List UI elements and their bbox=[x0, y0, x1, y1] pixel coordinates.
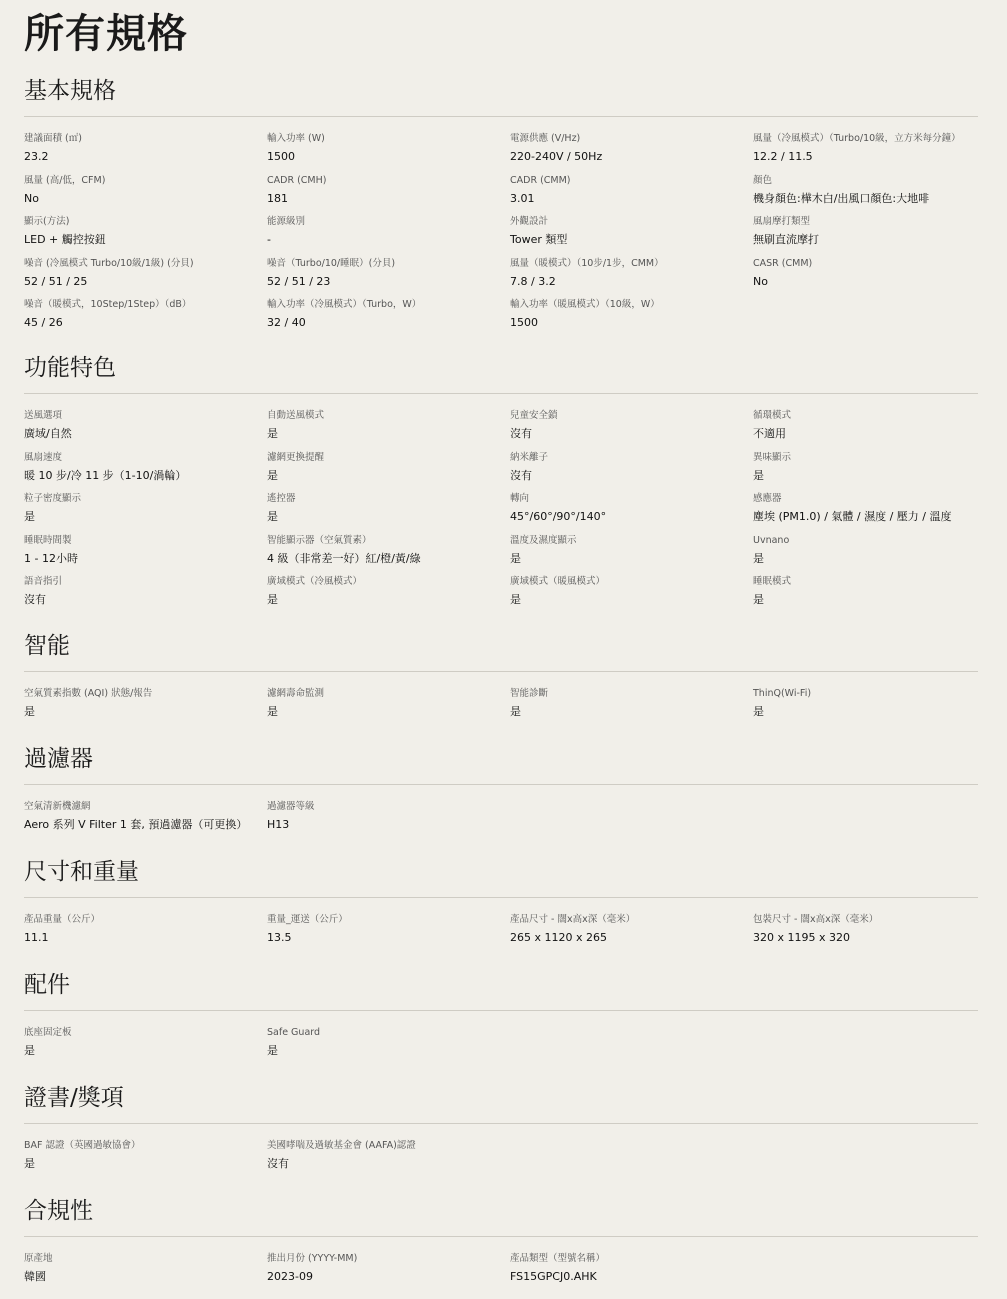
spec-label: 睡眠時間製 bbox=[24, 534, 72, 546]
spec-item bbox=[510, 687, 753, 729]
spec-value: 是 bbox=[510, 593, 521, 606]
spec-value: 7.8 / 3.2 bbox=[510, 274, 556, 288]
spec-label: 外觀設計 bbox=[510, 216, 549, 227]
spec-value: 23.2 bbox=[24, 150, 49, 163]
spec-label: BAF 認證（英國過敏協會） bbox=[24, 1140, 141, 1151]
section-title: 過濾器 bbox=[24, 746, 93, 772]
spec-value: 是 bbox=[510, 705, 521, 718]
spec-label: 納米離子 bbox=[510, 451, 549, 463]
spec-value: 是 bbox=[267, 427, 278, 440]
spec-label: CADR (CMH) bbox=[267, 174, 327, 186]
spec-value: 52 / 51 / 25 bbox=[24, 274, 88, 288]
section-title: 智能 bbox=[24, 633, 70, 659]
spec-item bbox=[24, 257, 267, 299]
spec-value: 是 bbox=[753, 551, 764, 565]
spec-label: 過濾器等級 bbox=[267, 801, 315, 812]
spec-label: 睡眠模式 bbox=[753, 576, 792, 587]
spec-value: 32 / 40 bbox=[267, 316, 306, 329]
spec-item bbox=[753, 451, 996, 493]
spec-item bbox=[753, 913, 996, 955]
spec-label: 顏色 bbox=[753, 174, 773, 186]
spec-value: 是 bbox=[24, 1157, 35, 1170]
spec-value: 沒有 bbox=[510, 468, 532, 482]
spec-label: 能源級別 bbox=[267, 216, 306, 227]
spec-label: 推出月份 (YYYY-MM) bbox=[267, 1253, 358, 1264]
spec-label: 廣域模式（暖風模式） bbox=[510, 576, 606, 587]
spec-item bbox=[24, 800, 267, 842]
spec-item bbox=[510, 174, 753, 216]
spec-label: 濾網更換提醒 bbox=[267, 451, 325, 463]
spec-item bbox=[753, 257, 996, 299]
spec-item bbox=[753, 534, 996, 576]
spec-value: 是 bbox=[267, 705, 278, 718]
spec-item bbox=[753, 174, 996, 216]
spec-label: 底座固定板 bbox=[24, 1027, 72, 1038]
section-title: 合規性 bbox=[24, 1198, 93, 1224]
spec-label: CASR (CMM) bbox=[753, 257, 813, 269]
section-divider bbox=[24, 897, 978, 898]
spec-item bbox=[510, 1252, 753, 1294]
spec-value: 12.2 / 11.5 bbox=[753, 150, 813, 163]
section-divider bbox=[24, 784, 978, 785]
spec-value: LED + 觸控按鈕 bbox=[24, 233, 106, 246]
spec-label: 電源供應 (V/Hz) bbox=[510, 133, 581, 144]
section-divider bbox=[24, 1010, 978, 1011]
spec-label: 空氣清新機濾網 bbox=[24, 801, 91, 812]
page-title: 所有規格 bbox=[24, 11, 188, 57]
spec-label: 噪音（暖模式，10Step/1Step）（dB） bbox=[24, 299, 192, 310]
spec-value: 181 bbox=[267, 191, 288, 205]
section-title: 配件 bbox=[24, 972, 70, 998]
spec-label: 溫度及濕度顯示 bbox=[510, 534, 577, 546]
spec-value: 廣域/自然 bbox=[24, 427, 72, 440]
spec-value: 不適用 bbox=[753, 427, 786, 440]
spec-item bbox=[753, 575, 996, 617]
spec-label: 風扇摩打類型 bbox=[753, 216, 811, 227]
spec-label: ThinQ(Wi-Fi) bbox=[753, 688, 812, 699]
spec-value: H13 bbox=[267, 818, 290, 831]
spec-item bbox=[267, 215, 510, 257]
spec-value: 暖 10 步/冷 11 步（1-10/渦輪） bbox=[24, 468, 187, 482]
spec-item bbox=[267, 298, 510, 340]
spec-label: 風量 (高/低，CFM) bbox=[24, 174, 106, 186]
spec-grid bbox=[24, 913, 1004, 955]
spec-value: 是 bbox=[267, 593, 278, 606]
spec-label: Uvnano bbox=[753, 534, 790, 546]
spec-item bbox=[267, 132, 510, 174]
spec-item bbox=[24, 687, 267, 729]
spec-item bbox=[510, 298, 753, 340]
spec-label: 空氣質素指數 (AQI) 狀態/報告 bbox=[24, 688, 153, 699]
spec-label: Safe Guard bbox=[267, 1027, 321, 1038]
spec-label: 智能診斷 bbox=[510, 688, 549, 699]
spec-item bbox=[24, 451, 267, 493]
spec-item bbox=[24, 1026, 267, 1068]
spec-item bbox=[24, 492, 267, 534]
spec-value: 是 bbox=[24, 510, 35, 523]
spec-value: Tower 類型 bbox=[510, 233, 568, 246]
spec-label: 建議面積 (㎡) bbox=[24, 133, 82, 144]
spec-label: 美國哮喘及過敏基金會 (AAFA)認證 bbox=[267, 1140, 416, 1151]
spec-item bbox=[510, 409, 753, 451]
spec-label: 感應器 bbox=[753, 493, 782, 504]
spec-label: 異味顯示 bbox=[753, 451, 792, 463]
spec-value: No bbox=[24, 191, 39, 205]
section-title: 尺寸和重量 bbox=[24, 859, 139, 885]
spec-item bbox=[510, 492, 753, 534]
spec-value: 1 - 12小時 bbox=[24, 551, 78, 565]
spec-grid bbox=[24, 800, 1004, 842]
spec-value: 52 / 51 / 23 bbox=[267, 274, 331, 288]
spec-value: 13.5 bbox=[267, 931, 292, 944]
spec-label: 智能顯示器（空氣質素） bbox=[267, 534, 372, 546]
spec-value: 4 級（非常差一好）紅/橙/黃/綠 bbox=[267, 551, 421, 565]
section-divider bbox=[24, 671, 978, 672]
spec-label: 風量（冷風模式）（Turbo/10級，立方米每分鐘） bbox=[753, 133, 961, 144]
spec-grid bbox=[24, 1026, 1004, 1068]
spec-grid bbox=[24, 1252, 1004, 1294]
spec-value: 1500 bbox=[267, 150, 295, 163]
spec-item bbox=[267, 174, 510, 216]
section-divider bbox=[24, 1123, 978, 1124]
spec-value: FS15GPCJ0.AHK bbox=[510, 1270, 597, 1283]
spec-value: 是 bbox=[267, 510, 278, 523]
section-title: 證書/獎項 bbox=[24, 1085, 124, 1111]
spec-label: 語音指引 bbox=[24, 576, 63, 587]
spec-item bbox=[267, 1252, 510, 1294]
spec-item bbox=[753, 492, 996, 534]
spec-grid bbox=[24, 1139, 1004, 1181]
spec-label: CADR (CMM) bbox=[510, 174, 571, 186]
spec-value: 沒有 bbox=[267, 1157, 289, 1170]
spec-item bbox=[267, 913, 510, 955]
spec-item bbox=[24, 132, 267, 174]
spec-item bbox=[24, 1252, 267, 1294]
spec-value: 韓國 bbox=[24, 1270, 46, 1283]
spec-value: 是 bbox=[753, 593, 764, 606]
spec-value: No bbox=[753, 274, 768, 288]
spec-value: 220-240V / 50Hz bbox=[510, 150, 603, 163]
spec-label: 轉向 bbox=[510, 493, 530, 504]
section-title: 功能特色 bbox=[24, 355, 116, 381]
spec-label: 自動送風模式 bbox=[267, 410, 325, 421]
spec-item bbox=[267, 534, 510, 576]
spec-value: 320 x 1195 x 320 bbox=[753, 931, 850, 944]
spec-item bbox=[24, 409, 267, 451]
spec-item bbox=[267, 1139, 510, 1181]
spec-value: 是 bbox=[510, 551, 521, 565]
spec-item bbox=[24, 534, 267, 576]
spec-label: 輸入功率（暖風模式）（10級，W） bbox=[510, 299, 660, 310]
spec-value: 是 bbox=[267, 468, 278, 482]
spec-item bbox=[510, 534, 753, 576]
spec-label: 循環模式 bbox=[753, 410, 792, 421]
spec-label: 產品重量（公斤） bbox=[24, 914, 101, 925]
spec-label: 兒童安全鎖 bbox=[510, 410, 558, 421]
spec-label: 遙控器 bbox=[267, 493, 296, 504]
spec-value: 塵埃 (PM1.0) / 氣體 / 濕度 / 壓力 / 溫度 bbox=[753, 510, 952, 523]
spec-item bbox=[267, 575, 510, 617]
spec-value: 3.01 bbox=[510, 191, 535, 205]
spec-item bbox=[753, 687, 996, 729]
spec-label: 風扇速度 bbox=[24, 451, 63, 463]
spec-item bbox=[510, 575, 753, 617]
spec-item bbox=[753, 215, 996, 257]
spec-value: 無刷直流摩打 bbox=[753, 233, 819, 246]
spec-label: 輸入功率 (W) bbox=[267, 133, 325, 144]
spec-item bbox=[24, 575, 267, 617]
spec-item bbox=[510, 132, 753, 174]
spec-value: 是 bbox=[24, 1044, 35, 1057]
spec-item bbox=[267, 687, 510, 729]
spec-value: 沒有 bbox=[24, 593, 46, 606]
spec-item bbox=[24, 1139, 267, 1181]
spec-value: 11.1 bbox=[24, 931, 49, 944]
spec-label: 重量_運送（公斤） bbox=[267, 914, 348, 925]
spec-item bbox=[24, 298, 267, 340]
spec-value: 機身顏色:樺木白/出風口顏色:大地啡 bbox=[753, 191, 930, 205]
spec-label: 粒子密度顯示 bbox=[24, 493, 82, 504]
spec-grid bbox=[24, 409, 1004, 617]
spec-label: 風量（暖模式）（10步/1步，CMM） bbox=[510, 257, 664, 269]
spec-value: 沒有 bbox=[510, 427, 532, 440]
spec-label: 噪音 (冷風模式 Turbo/10級/1級) (分貝) bbox=[24, 257, 194, 269]
spec-item bbox=[267, 257, 510, 299]
spec-value: 45°/60°/90°/140° bbox=[510, 510, 607, 523]
spec-grid bbox=[24, 687, 1004, 729]
spec-value: 45 / 26 bbox=[24, 316, 63, 329]
spec-item bbox=[24, 913, 267, 955]
spec-value: 265 x 1120 x 265 bbox=[510, 931, 607, 944]
spec-item bbox=[24, 215, 267, 257]
spec-value: 是 bbox=[24, 705, 35, 718]
section-divider bbox=[24, 116, 978, 117]
spec-value: 2023-09 bbox=[267, 1270, 313, 1283]
spec-item bbox=[267, 800, 510, 842]
spec-item bbox=[267, 492, 510, 534]
spec-item bbox=[510, 451, 753, 493]
spec-value: 是 bbox=[753, 705, 764, 718]
spec-item bbox=[267, 409, 510, 451]
spec-item bbox=[510, 215, 753, 257]
spec-item bbox=[24, 174, 267, 216]
spec-value: 1500 bbox=[510, 316, 538, 329]
spec-value: - bbox=[267, 233, 271, 246]
spec-item bbox=[267, 1026, 510, 1068]
spec-label: 包裝尺寸 - 闊x高x深（毫米） bbox=[753, 914, 879, 925]
spec-item bbox=[510, 913, 753, 955]
spec-label: 產品類型（型號名稱） bbox=[510, 1253, 606, 1264]
section-divider bbox=[24, 393, 978, 394]
spec-item bbox=[510, 257, 753, 299]
spec-item bbox=[753, 132, 996, 174]
spec-label: 送風選項 bbox=[24, 410, 63, 421]
spec-label: 輸入功率（冷風模式）（Turbo，W） bbox=[267, 299, 422, 310]
spec-label: 噪音（Turbo/10/睡眠）(分貝) bbox=[267, 257, 396, 269]
spec-value: Aero 系列 V Filter 1 套, 預過濾器（可更換） bbox=[24, 818, 248, 831]
spec-item bbox=[267, 451, 510, 493]
spec-value: 是 bbox=[753, 468, 764, 482]
section-divider bbox=[24, 1236, 978, 1237]
spec-label: 顯示(方法) bbox=[24, 216, 70, 227]
spec-label: 產品尺寸 - 闊x高x深（毫米） bbox=[510, 914, 636, 925]
spec-grid bbox=[24, 132, 1004, 340]
spec-label: 原產地 bbox=[24, 1253, 53, 1264]
spec-item bbox=[753, 409, 996, 451]
section-title: 基本規格 bbox=[24, 78, 116, 104]
spec-value: 是 bbox=[267, 1044, 278, 1057]
spec-label: 廣域模式（冷風模式） bbox=[267, 576, 363, 587]
spec-label: 濾網壽命監測 bbox=[267, 688, 325, 699]
